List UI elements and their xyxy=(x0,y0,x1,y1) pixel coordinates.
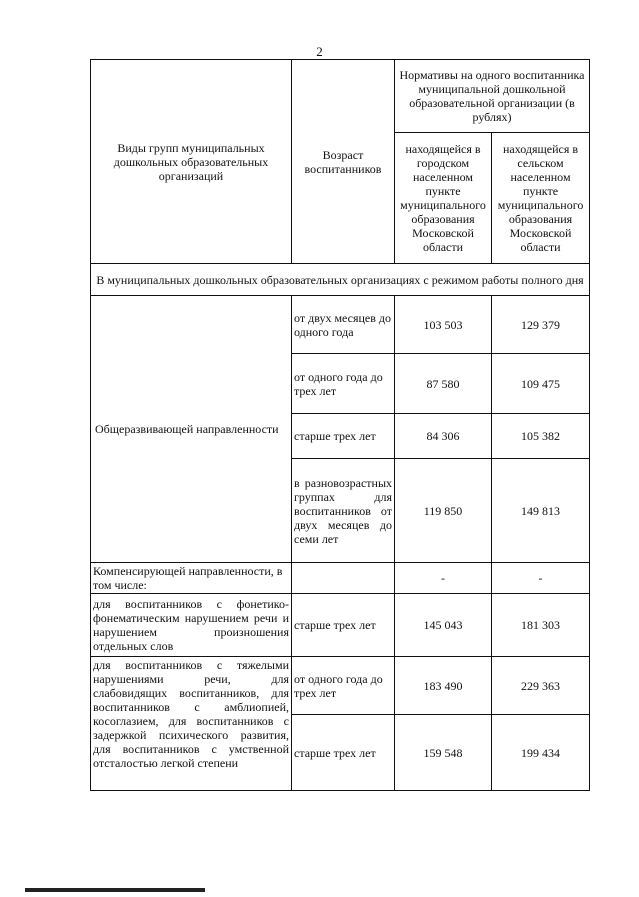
page-number: 2 xyxy=(316,44,323,59)
age-cell: от одного года до трех лет xyxy=(292,354,395,414)
urban-value: - xyxy=(395,563,492,594)
header-row xyxy=(91,60,590,133)
table-row xyxy=(91,657,590,715)
urban-value: 87 580 xyxy=(395,354,492,414)
age-cell: от одного года до трех лет xyxy=(292,657,395,715)
footer-divider xyxy=(25,888,205,892)
age-cell: старше трех лет xyxy=(292,715,395,791)
urban-value: 103 503 xyxy=(395,296,492,354)
rural-value: 199 434 xyxy=(492,715,590,791)
rural-value: 149 813 xyxy=(492,459,590,563)
age-cell: в разновозрастных группах для воспитанников от двух месяцев до семи лет xyxy=(292,459,395,563)
norms-table xyxy=(90,59,590,791)
urban-value: 84 306 xyxy=(395,414,492,459)
header-group-types: Виды групп муниципальных дошкольных образовательных организаций xyxy=(91,60,292,264)
table-row xyxy=(91,296,590,354)
header-norms: Нормативы на одного воспитанника муниципальной дошкольной образовательной организации (в рублях) xyxy=(395,60,590,133)
general-label: Общеразвивающей направленности xyxy=(91,296,292,563)
urban-value: 159 548 xyxy=(395,715,492,791)
age-cell: старше трех лет xyxy=(292,594,395,657)
table-row xyxy=(91,563,590,594)
compensating-label: Компенсирующей направленности, в том числе: xyxy=(91,563,292,594)
age-cell: от двух месяцев до одного года xyxy=(292,296,395,354)
urban-value: 119 850 xyxy=(395,459,492,563)
section-row xyxy=(91,264,590,296)
rural-value: 229 363 xyxy=(492,657,590,715)
urban-value: 183 490 xyxy=(395,657,492,715)
table-row xyxy=(91,594,590,657)
severe-label: для воспитанников с тяжелыми нарушениями речи, для слабовидящих воспитанников, для воспитанников с амблиопией, косоглазием, для воспитанников с задержкой психического развития, для воспитанников с умственной отсталостью легкой степени xyxy=(91,657,292,791)
rural-value: - xyxy=(492,563,590,594)
header-urban: находящейся в городском населенном пункте муниципального образования Московской области xyxy=(395,133,492,264)
phonetic-label: для воспитанников с фонетико-фонематическим нарушением речи и нарушением произношения отдельных слов xyxy=(91,594,292,657)
age-cell xyxy=(292,563,395,594)
rural-value: 181 303 xyxy=(492,594,590,657)
header-age: Возраст воспитанников xyxy=(292,60,395,264)
section-title: В муниципальных дошкольных образовательных организациях с режимом работы полного дня xyxy=(91,264,590,296)
header-rural: находящейся в сельском населенном пункте муниципального образования Московской области xyxy=(492,133,590,264)
age-cell: старше трех лет xyxy=(292,414,395,459)
urban-value: 145 043 xyxy=(395,594,492,657)
rural-value: 109 475 xyxy=(492,354,590,414)
rural-value: 105 382 xyxy=(492,414,590,459)
rural-value: 129 379 xyxy=(492,296,590,354)
